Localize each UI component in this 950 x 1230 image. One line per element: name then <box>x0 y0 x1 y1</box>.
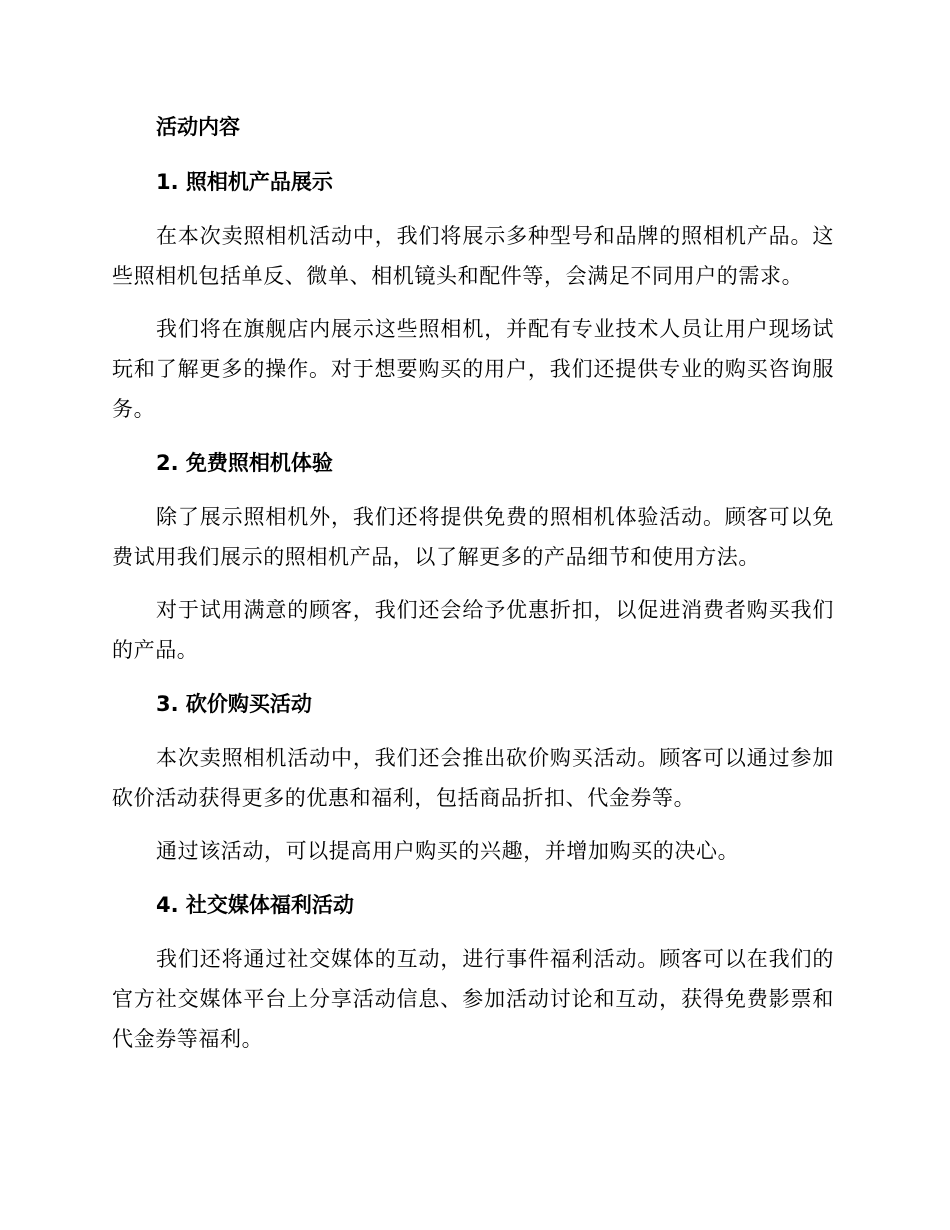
section-heading: 2. 免费照相机体验 <box>156 451 333 475</box>
section-title: 活动内容 <box>156 115 240 139</box>
section-heading: 4. 社交媒体福利活动 <box>156 893 354 917</box>
paragraph: 本次卖照相机活动中，我们还会推出砍价购买活动。顾客可以通过参加砍价活动获得更多的优惠和福利，包括商品折扣、代金券等。 <box>112 746 834 810</box>
paragraph: 通过该活动，可以提高用户购买的兴趣，并增加购买的决心。 <box>156 839 740 863</box>
paragraph: 我们还将通过社交媒体的互动，进行事件福利活动。顾客可以在我们的官方社交媒体平台上分享活动信息、参加活动讨论和互动，获得免费影票和代金券等福利。 <box>112 947 834 1051</box>
paragraph: 对于试用满意的顾客，我们还会给予优惠折扣，以促进消费者购买我们的产品。 <box>112 598 834 662</box>
section-social-media <box>112 884 834 1059</box>
paragraph: 我们将在旗舰店内展示这些照相机，并配有专业技术人员让用户现场试玩和了解更多的操作。对于想要购买的用户，我们还提供专业的购买咨询服务。 <box>112 317 834 421</box>
section-camera-display <box>112 161 834 429</box>
section-bargain <box>112 683 834 871</box>
document-page <box>112 106 834 1072</box>
paragraph: 除了展示照相机外，我们还将提供免费的照相机体验活动。顾客可以免费试用我们展示的照相机产品，以了解更多的产品细节和使用方法。 <box>112 505 834 569</box>
paragraph: 在本次卖照相机活动中，我们将展示多种型号和品牌的照相机产品。这些照相机包括单反、微单、相机镜头和配件等，会满足不同用户的需求。 <box>112 224 834 288</box>
section-heading: 3. 砍价购买活动 <box>156 692 312 716</box>
section-free-trial <box>112 442 834 670</box>
section-heading: 1. 照相机产品展示 <box>156 170 333 194</box>
